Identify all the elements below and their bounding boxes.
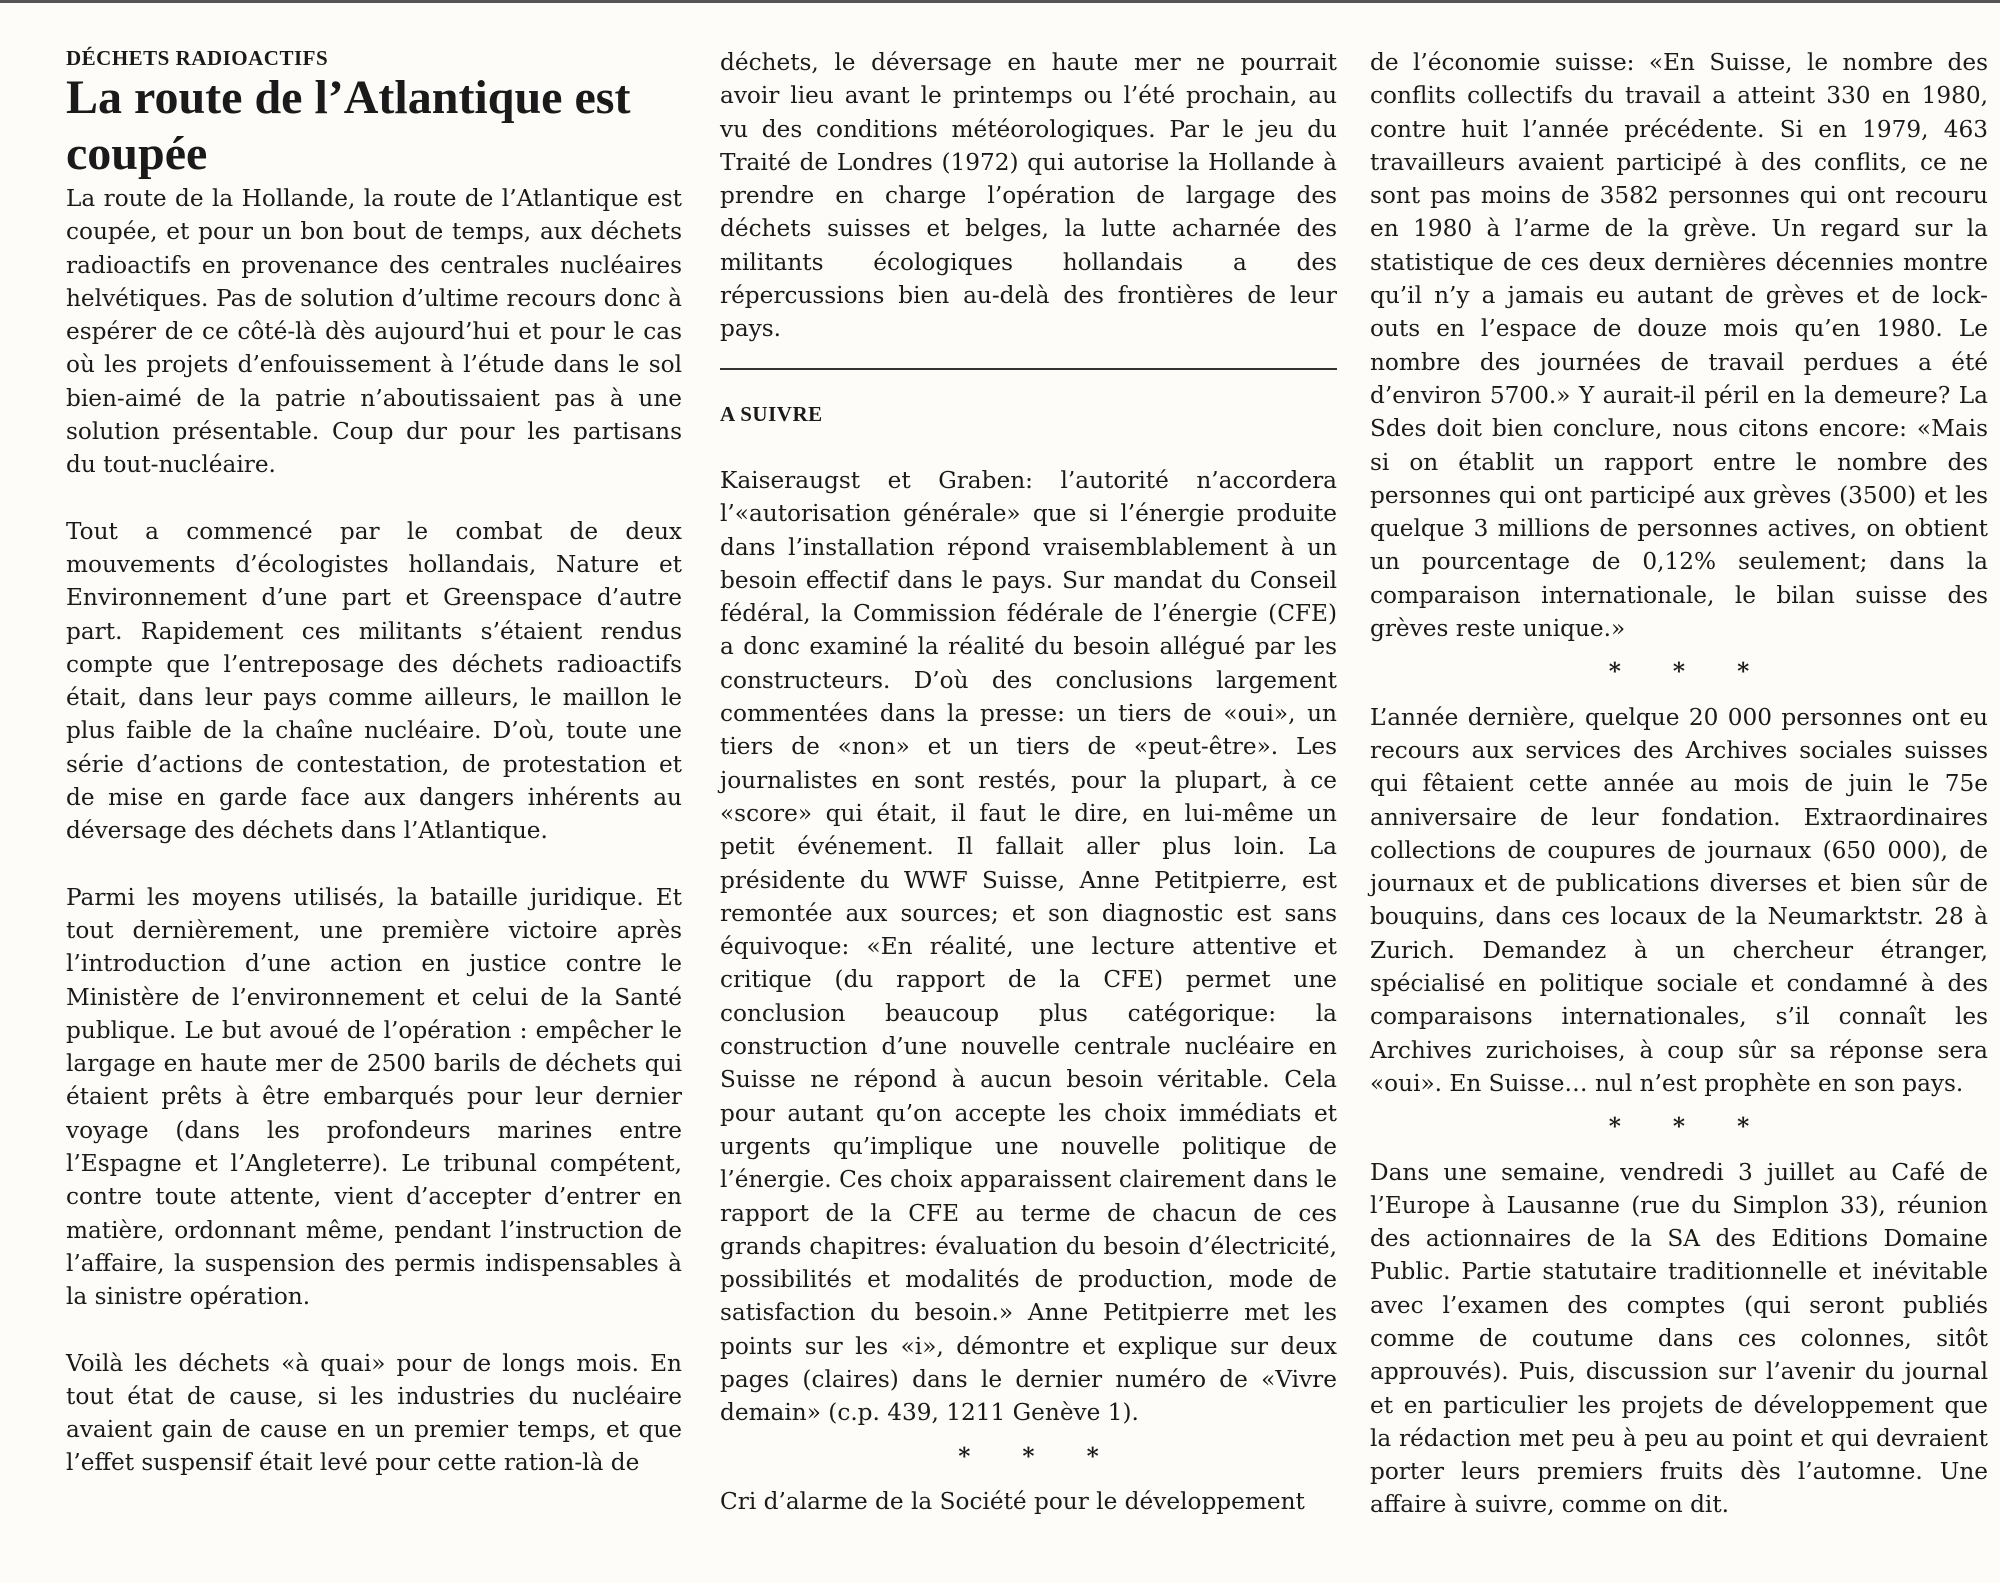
article-paragraph: Parmi les moyens utilisés, la bataille juridique. Et tout dernièrement, une première victoire après l’introduction d’une action en justice contre le Ministère de l’environnement et celui de la Santé publique. Le but avoué de l’opération : empêcher le largage en haute mer de 2500 barils de déchets qui étaient prêts à être embarqués pour leur dernier voyage (dans les profondeurs marines entre l’Espagne et l’Angleterre). Le tribunal compétent, contre toute attente, vient d’accepter d’entrer en matière, ordonnant même, pendant l’instruction de l’affaire, la suspension des permis indispensables à la sinistre opération. xyxy=(66,883,682,1311)
top-rule xyxy=(0,0,2000,3)
article-paragraph: Voilà les déchets «à quai» pour de longs mois. En tout état de cause, si les industries du nucléaire avaient gain de cause en un premier temps, et que l’effet suspensif était levé pour cette ration-là de xyxy=(66,1349,682,1477)
section-heading: A SUIVRE xyxy=(720,401,823,426)
article-kicker: DÉCHETS RADIOACTIFS xyxy=(66,46,329,70)
asterism-separator: * * * xyxy=(958,1442,1121,1470)
section-divider xyxy=(720,368,1337,370)
asterism-separator: * * * xyxy=(1608,1113,1772,1141)
column-2 xyxy=(720,46,1337,1518)
column-1 xyxy=(66,46,682,1480)
news-item: Kaiseraugst et Graben: l’autorité n’accordera l’«autorisation générale» que si l’énergie produite dans l’installation répond vraisemblablement à un besoin effectif dans le pays. Sur mandat du Conseil fédéral, la Commission fédérale de l’énergie (CFE) a donc examiné la réalité du besoin allégué par les constructeurs. D’où des conclusions largement commentées dans la presse: un tiers de «oui», un tiers de «non» et un tiers de «peut-être». Les journalistes en sont restés, pour la plupart, à ce «score» qui était, il faut le dire, en lui-même un petit événement. Il fallait aller plus loin. La présidente du WWF Suisse, Anne Petitpierre, est remontée aux sources; et son diagnostic est sans équivoque: «En réalité, une lecture attentive et critique (du rapport de la CFE) permet une conclusion beaucoup plus catégorique: la construction d’une nouvelle centrale nucléaire en Suisse ne répond à aucun besoin véritable. Cela pour autant qu’on accepte les choix immédiats et urgents qu’implique une nouvelle politique de l’énergie. Ces choix apparaissent clairement dans le rapport de la CFE au terme de chacun de ces grands chapitres: évaluation du besoin d’électricité, possibilités et modalités de production, mode de satisfaction du besoin.» Anne Petitpierre met les points sur les «i», démontre et explique sur deux pages (claires) dans le dernier numéro de «Vivre demain» (c.p. 439, 1211 Genève 1). xyxy=(720,466,1337,1427)
article-headline: La route de l’Atlantique est coupée xyxy=(66,71,631,180)
article-paragraph: La route de la Hollande, la route de l’Atlantique est coupée, et pour un bon bout de temps, aux déchets radioactifs en provenance des centrales nucléaires helvétiques. Pas de solution d’ultime recours donc à espérer de ce côté-là dès aujourd’hui et pour le cas où les projets d’enfouissement à l’étude dans le sol bien-aimé de la patrie n’aboutissaient pas à une solution présentable. Coup dur pour les partisans du tout-nucléaire. xyxy=(66,185,682,479)
asterism-separator: * * * xyxy=(1608,658,1772,686)
article-paragraph: déchets, le déversage en haute mer ne pourrait avoir lieu avant le printemps ou l’été prochain, au vu des conditions météorologiques. Par le jeu du Traité de Londres (1972) qui autorise la Hollande à prendre en charge l’opération de largage des déchets suisses et belges, la lutte acharnée des militants écologiques hollandais a des répercussions bien au-delà des frontières de leur pays. xyxy=(720,49,1337,343)
news-item: L’année dernière, quelque 20 000 personnes ont eu recours aux services des Archives sociales suisses qui fêtaient cette année au mois de juin le 75e anniversaire de leur fondation. Extraordinaires collections de coupures de journaux (650 000), de journaux et de publications diverses et bien sûr de bouquins, dans ces locaux de la Neumarktstr. 28 à Zurich. Demandez à un chercheur étranger, spécialisé en politique sociale et condamné à des comparaisons internationales, s’il connaît les Archives zurichoises, à coup sûr sa réponse sera «oui». En Suisse… nul n’est prophète en son pays. xyxy=(1370,703,1988,1097)
news-item: de l’économie suisse: «En Suisse, le nombre des conflits collectifs du travail a atteint 330 en 1980, contre huit l’année précédente. Si en 1979, 463 travailleurs avaient participé à des conflits, ce ne sont pas moins de 3582 personnes qui ont recouru en 1980 à l’arme de la grève. Un regard sur la statistique de ces deux dernières décennies montre qu’il n’y a jamais eu autant de grèves et de lock-outs en l’espace de douze mois qu’en 1980. Le nombre des journées de travail perdues a été d’environ 5700.» Y aurait-il péril en la demeure? La Sdes doit bien conclure, nous citons encore: «Mais si on établit un rapport entre le nombre des personnes qui ont participé aux grèves (3500) et les quelque 3 millions de personnes actives, on obtient un pourcentage de 0,12% seulement; dans la comparaison internationale, le bilan suisse des grèves reste unique.» xyxy=(1370,49,1988,643)
news-item: Dans une semaine, vendredi 3 juillet au Café de l’Europe à Lausanne (rue du Simplon 33), réunion des actionnaires de la SA des Editions Domaine Public. Partie statutaire traditionnelle et inévitable avec l’examen des comptes (qui seront publiés comme de coutume dans ces colonnes, sitôt approuvés). Puis, discussion sur l’avenir du journal et en particulier les projets de développement que la rédaction met peu à peu au point et qui devraient porter leurs premiers fruits dès l’automne. Une affaire à suivre, comme on dit. xyxy=(1370,1158,1988,1519)
article-paragraph: Tout a commencé par le combat de deux mouvements d’écologistes hollandais, Nature et Environnement d’une part et Greenspace d’autre part. Rapidement ces militants s’étaient rendus compte que l’entreposage des déchets radioactifs était, dans leur pays comme ailleurs, le maillon le plus faible de la chaîne nucléaire. D’où, toute une série d’actions de contestation, de protestation et de mise en garde face aux dangers inhérents au déversage des déchets dans l’Atlantique. xyxy=(66,517,682,845)
news-item: Cri d’alarme de la Société pour le développement xyxy=(720,1487,1305,1515)
column-3 xyxy=(1370,46,1988,1522)
